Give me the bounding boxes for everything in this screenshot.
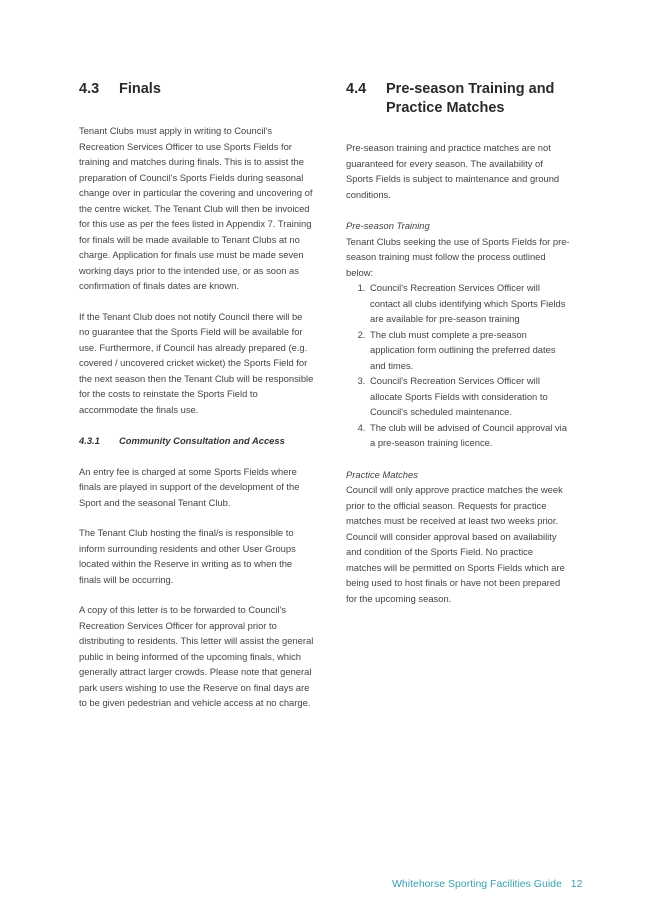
paragraph: If the Tenant Club does not notify Council there will be no guarantee that the Sports Field will be available for use. Furthermore, if Council has already prepared (e.g. covered / uncovered cricket wicket) the Sports Field for the next season then the Tenant Club will be responsible for the costs to reinstate the Sports Field to accommodate the finals use. [79,310,314,415]
paragraph: Council will only approve practice matches the week prior to the official season. Requests for practice matches must be received at least two weeks prior. Council will consider approval based on availability and condition of the Sports Field. No practice matches will be permitted on Sports Fields which are being used to host finals or have not been prepared for the upcoming season. [346,484,565,604]
subsection-number: 4.3.1 [79,435,100,446]
footer-title: Whitehorse Sporting Facilities Guide [392,878,562,890]
paragraph: The Tenant Club hosting the final/s is responsible to inform surrounding residents and other User Groups located within the Reserve in writing as to when the finals will be occurring. [79,527,296,585]
list-item: 1. Council's Recreation Services Officer will contact all clubs identifying which Sports Fields are available for pre-season training [368,280,571,327]
page-number: 12 [570,878,583,890]
paragraph: Tenant Clubs must apply in writing to Council's Recreation Services Officer to use Sports Fields for training and matches during finals. This is to assist the preparation of Council's Sports Fields during seasonal change over in particular the covering and uncovering of the centre wicket. The Tenant Club will then be invoiced for this use as per the fees listed in Appendix 7. Training for finals will be made available to Tenant Clubs at no charge. Application for finals use must be made seven working days prior to the intended use, or as soon as confirmation of finals dates are known. [79,125,313,291]
left-column [79,80,314,711]
practice-matches-label: Practice Matches [346,468,418,480]
section-heading-finals [79,80,314,99]
subsection-title: Community Consultation and Access [119,435,285,446]
paragraph: An entry fee is charged at some Sports Fields where finals are played in support of the development of the Sport and the seasonal Tenant Club. [79,465,300,508]
preseason-training-label: Pre-season Training [346,220,430,231]
section-title: Pre-season Training and Practice Matches [386,81,555,116]
paragraph: A copy of this letter is to be forwarded to Council's Recreation Services Officer for approval prior to distributing to residents. This letter will assist the general public in being informed of the upcoming finals, which generally attract larger crowds. Please note that general park users wishing to use the Reserve on final days are to be given pedestrian and vehicle access at no charge. [79,604,314,708]
right-column [346,80,571,606]
page-footer [392,878,582,890]
list-item: 3. Council's Recreation Services Officer will allocate Sports Fields with consideration to Council's scheduled maintenance. [368,373,571,420]
list-item: 2. The club must complete a pre-season application form outlining the preferred dates and times. [368,327,571,374]
section-number: 4.4 [346,81,367,97]
list-item: 4. The club will be advised of Council approval via a pre-season training licence. [368,420,571,451]
section-heading-preseason [346,80,571,118]
preseason-steps-list [346,280,571,451]
subsection-heading [79,433,314,449]
paragraph: Pre-season training and practice matches are not guaranteed for every season. The availability of Sports Fields is subject to maintenance and ground conditions. [346,142,560,200]
paragraph: Tenant Clubs seeking the use of Sports Fields for pre-season training must follow the process outlined below: [346,235,570,278]
section-title: Finals [119,81,161,97]
section-number: 4.3 [79,81,100,97]
